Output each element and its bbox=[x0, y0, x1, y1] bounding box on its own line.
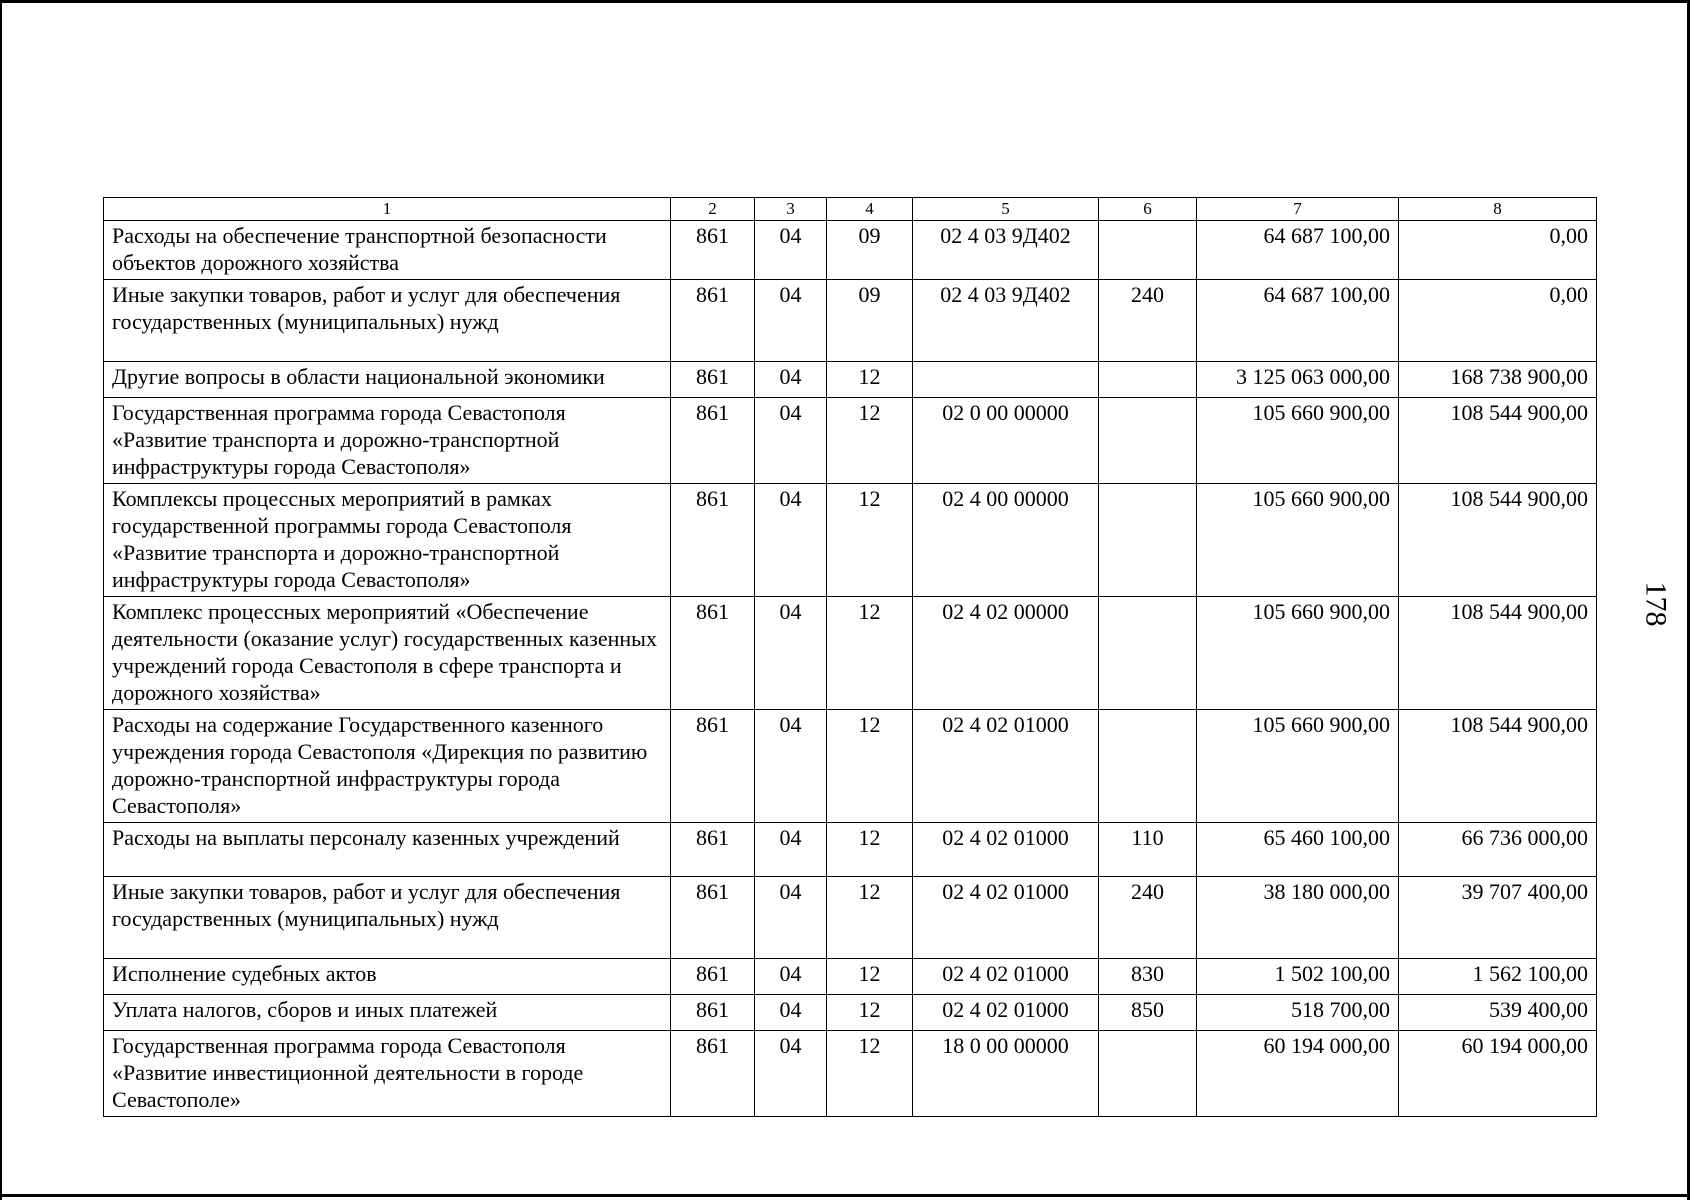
row-amount-year2: 108 544 900,00 bbox=[1399, 710, 1597, 823]
row-expense-type bbox=[1099, 221, 1197, 280]
row-name: Уплата налогов, сборов и иных платежей bbox=[104, 995, 671, 1031]
row-target-article bbox=[913, 362, 1099, 398]
scan-border-left bbox=[0, 0, 2, 1200]
row-amount-year2: 108 544 900,00 bbox=[1399, 597, 1597, 710]
column-number-header bbox=[104, 198, 1597, 221]
row-subsection: 12 bbox=[827, 823, 913, 877]
row-section: 04 bbox=[755, 823, 827, 877]
row-admin-code: 861 bbox=[671, 710, 755, 823]
row-target-article: 02 4 03 9Д402 bbox=[913, 280, 1099, 362]
row-admin-code: 861 bbox=[671, 280, 755, 362]
row-name: Иные закупки товаров, работ и услуг для обеспечения государственных (муниципальных) нужд bbox=[104, 877, 671, 959]
row-amount-year2: 39 707 400,00 bbox=[1399, 877, 1597, 959]
row-expense-type: 850 bbox=[1099, 995, 1197, 1031]
header-col-7: 7 bbox=[1197, 198, 1399, 221]
row-amount-year1: 105 660 900,00 bbox=[1197, 597, 1399, 710]
row-section: 04 bbox=[755, 959, 827, 995]
row-section: 04 bbox=[755, 280, 827, 362]
row-name: Комплекс процессных мероприятий «Обеспечение деятельности (оказание услуг) государственных казенных учреждений города Севастополя в сфере транспорта и дорожного хозяйства» bbox=[104, 597, 671, 710]
row-expense-type: 240 bbox=[1099, 280, 1197, 362]
table-row bbox=[104, 484, 1597, 597]
row-expense-type bbox=[1099, 362, 1197, 398]
row-subsection: 12 bbox=[827, 362, 913, 398]
table-row bbox=[104, 877, 1597, 959]
table-row bbox=[104, 995, 1597, 1031]
row-admin-code: 861 bbox=[671, 398, 755, 484]
row-amount-year1: 518 700,00 bbox=[1197, 995, 1399, 1031]
row-subsection: 12 bbox=[827, 398, 913, 484]
row-subsection: 12 bbox=[827, 710, 913, 823]
budget-table bbox=[103, 197, 1597, 1117]
row-expense-type bbox=[1099, 484, 1197, 597]
row-amount-year1: 64 687 100,00 bbox=[1197, 221, 1399, 280]
row-target-article: 02 4 03 9Д402 bbox=[913, 221, 1099, 280]
row-admin-code: 861 bbox=[671, 877, 755, 959]
row-target-article: 02 4 02 01000 bbox=[913, 710, 1099, 823]
row-amount-year1: 64 687 100,00 bbox=[1197, 280, 1399, 362]
row-amount-year1: 105 660 900,00 bbox=[1197, 398, 1399, 484]
row-expense-type: 240 bbox=[1099, 877, 1197, 959]
scan-border-bottom bbox=[0, 1194, 1690, 1197]
row-target-article: 18 0 00 00000 bbox=[913, 1031, 1099, 1117]
row-amount-year2: 0,00 bbox=[1399, 280, 1597, 362]
row-subsection: 12 bbox=[827, 877, 913, 959]
table-row bbox=[104, 1031, 1597, 1117]
row-amount-year1: 1 502 100,00 bbox=[1197, 959, 1399, 995]
row-amount-year2: 1 562 100,00 bbox=[1399, 959, 1597, 995]
table-row bbox=[104, 823, 1597, 877]
row-subsection: 12 bbox=[827, 1031, 913, 1117]
row-section: 04 bbox=[755, 398, 827, 484]
row-expense-type bbox=[1099, 1031, 1197, 1117]
row-name: Государственная программа города Севастополя «Развитие транспорта и дорожно-транспортной инфраструктуры города Севастополя» bbox=[104, 398, 671, 484]
row-subsection: 09 bbox=[827, 280, 913, 362]
row-amount-year1: 60 194 000,00 bbox=[1197, 1031, 1399, 1117]
row-amount-year1: 105 660 900,00 bbox=[1197, 710, 1399, 823]
row-amount-year1: 105 660 900,00 bbox=[1197, 484, 1399, 597]
table-row bbox=[104, 959, 1597, 995]
row-amount-year2: 108 544 900,00 bbox=[1399, 484, 1597, 597]
header-col-2: 2 bbox=[671, 198, 755, 221]
row-amount-year2: 66 736 000,00 bbox=[1399, 823, 1597, 877]
row-target-article: 02 4 02 01000 bbox=[913, 959, 1099, 995]
row-name: Другие вопросы в области национальной экономики bbox=[104, 362, 671, 398]
table-row bbox=[104, 710, 1597, 823]
row-admin-code: 861 bbox=[671, 221, 755, 280]
row-amount-year1: 65 460 100,00 bbox=[1197, 823, 1399, 877]
row-target-article: 02 4 02 01000 bbox=[913, 995, 1099, 1031]
row-subsection: 12 bbox=[827, 597, 913, 710]
header-col-3: 3 bbox=[755, 198, 827, 221]
table-row bbox=[104, 597, 1597, 710]
table-row bbox=[104, 221, 1597, 280]
row-amount-year2: 168 738 900,00 bbox=[1399, 362, 1597, 398]
row-subsection: 12 bbox=[827, 484, 913, 597]
row-section: 04 bbox=[755, 995, 827, 1031]
row-section: 04 bbox=[755, 597, 827, 710]
row-target-article: 02 4 02 01000 bbox=[913, 823, 1099, 877]
header-col-4: 4 bbox=[827, 198, 913, 221]
row-name: Иные закупки товаров, работ и услуг для обеспечения государственных (муниципальных) нужд bbox=[104, 280, 671, 362]
row-admin-code: 861 bbox=[671, 1031, 755, 1117]
row-admin-code: 861 bbox=[671, 995, 755, 1031]
row-section: 04 bbox=[755, 221, 827, 280]
row-section: 04 bbox=[755, 877, 827, 959]
row-amount-year2: 108 544 900,00 bbox=[1399, 398, 1597, 484]
page-number: 178 bbox=[1639, 581, 1673, 627]
table-row bbox=[104, 362, 1597, 398]
row-amount-year1: 38 180 000,00 bbox=[1197, 877, 1399, 959]
row-section: 04 bbox=[755, 362, 827, 398]
row-section: 04 bbox=[755, 710, 827, 823]
row-expense-type bbox=[1099, 597, 1197, 710]
row-target-article: 02 4 02 01000 bbox=[913, 877, 1099, 959]
row-section: 04 bbox=[755, 484, 827, 597]
row-name: Государственная программа города Севастополя «Развитие инвестиционной деятельности в городе Севастополе» bbox=[104, 1031, 671, 1117]
row-amount-year2: 539 400,00 bbox=[1399, 995, 1597, 1031]
row-amount-year1: 3 125 063 000,00 bbox=[1197, 362, 1399, 398]
header-col-5: 5 bbox=[913, 198, 1099, 221]
row-amount-year2: 0,00 bbox=[1399, 221, 1597, 280]
row-name: Расходы на выплаты персоналу казенных учреждений bbox=[104, 823, 671, 877]
row-expense-type bbox=[1099, 398, 1197, 484]
row-admin-code: 861 bbox=[671, 823, 755, 877]
header-col-6: 6 bbox=[1099, 198, 1197, 221]
scan-border-top bbox=[0, 0, 1690, 3]
header-col-1: 1 bbox=[104, 198, 671, 221]
header-col-8: 8 bbox=[1399, 198, 1597, 221]
row-expense-type: 110 bbox=[1099, 823, 1197, 877]
row-subsection: 09 bbox=[827, 221, 913, 280]
row-admin-code: 861 bbox=[671, 484, 755, 597]
table-row bbox=[104, 280, 1597, 362]
row-section: 04 bbox=[755, 1031, 827, 1117]
row-name: Расходы на содержание Государственного казенного учреждения города Севастополя «Дирекция по развитию дорожно-транспортной инфраструктуры города Севастополя» bbox=[104, 710, 671, 823]
row-amount-year2: 60 194 000,00 bbox=[1399, 1031, 1597, 1117]
row-target-article: 02 0 00 00000 bbox=[913, 398, 1099, 484]
row-subsection: 12 bbox=[827, 959, 913, 995]
row-admin-code: 861 bbox=[671, 597, 755, 710]
row-name: Комплексы процессных мероприятий в рамках государственной программы города Севастополя «Развитие транспорта и дорожно-транспортной инфраструктуры города Севастополя» bbox=[104, 484, 671, 597]
row-expense-type bbox=[1099, 710, 1197, 823]
row-admin-code: 861 bbox=[671, 362, 755, 398]
row-subsection: 12 bbox=[827, 995, 913, 1031]
row-name: Расходы на обеспечение транспортной безопасности объектов дорожного хозяйства bbox=[104, 221, 671, 280]
table-row bbox=[104, 398, 1597, 484]
row-target-article: 02 4 00 00000 bbox=[913, 484, 1099, 597]
row-name: Исполнение судебных актов bbox=[104, 959, 671, 995]
row-admin-code: 861 bbox=[671, 959, 755, 995]
row-expense-type: 830 bbox=[1099, 959, 1197, 995]
row-target-article: 02 4 02 00000 bbox=[913, 597, 1099, 710]
